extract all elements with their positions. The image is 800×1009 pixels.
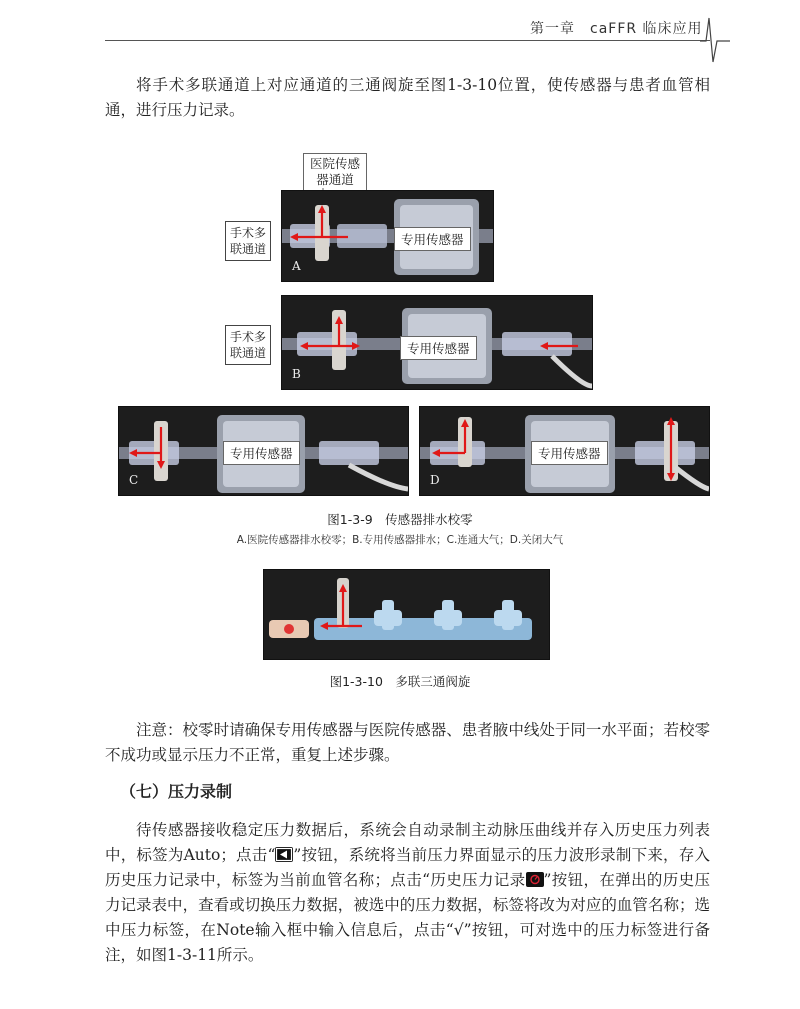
figure-1-3-9-caption: 图1-3-9 传感器排水校零 — [327, 512, 473, 527]
dedicated-sensor-label-c: 专用传感器 — [223, 441, 300, 465]
panel-letter-a: A — [292, 259, 301, 273]
history-record-button-icon — [526, 872, 544, 887]
figure-1-3-10-caption: 图1-3-10 多联三通阀旋 — [329, 674, 471, 689]
multi-channel-label-b: 手术多 联通道 — [225, 325, 271, 365]
photo-panel-d — [419, 406, 710, 496]
record-button-icon — [275, 847, 293, 862]
dedicated-sensor-label-d: 专用传感器 — [531, 441, 608, 465]
photo-panel-c — [118, 406, 409, 496]
dedicated-sensor-label-b: 专用传感器 — [400, 336, 477, 360]
panel-letter-d: D — [430, 473, 440, 487]
multi-channel-label-a: 手术多 联通道 — [225, 221, 271, 261]
paragraph-note: 注意：校零时请确保专用传感器与医院传感器、患者腋中线处于同一水平面；若校零不成功或显示压力不正常，重复上述步骤。 — [105, 721, 710, 764]
paragraph-recording — [105, 818, 710, 968]
header-rule — [105, 40, 710, 41]
photo-panel-b — [281, 295, 593, 390]
ecg-wave-icon — [700, 10, 730, 65]
photo-multi-valve — [263, 569, 550, 660]
paragraph-intro: 将手术多联通道上对应通道的三通阀旋至图1-3-10位置，使传感器与患者血管相通，进行压力记录。 — [105, 76, 710, 119]
dedicated-sensor-label-a: 专用传感器 — [394, 227, 471, 251]
section-title-pressure-recording: （七）压力录制 — [120, 782, 233, 801]
recording-text-part3: ”按钮，在弹出的历史压力记录表中，查看或切换压力数据，被选中的压力数据，标签将改为对应的血管名称；选中压力标签，在Note输入框中输入信息后，点击“√”按钮，可对选中的压力标签进行备注，如图1-3-11所示。 — [105, 871, 710, 964]
recording-text-part2: ”按钮，系统将当前压力界面显示的压力波形录制下来，存入历史压力记录中，标签为当前血管名称；点击“历史压力记录 — [105, 846, 710, 889]
panel-letter-b: B — [292, 367, 301, 381]
figure-1-3-9-subcaption: A.医院传感器排水校零；B.专用传感器排水；C.连通大气；D.关闭大气 — [236, 534, 564, 546]
hospital-sensor-channel-label: 医院传感 器通道 — [303, 153, 367, 191]
recording-text-part1: 待传感器接收稳定压力数据后，系统会自动录制主动脉压曲线并存入历史压力列表中，标签为Auto；点击“ — [105, 821, 710, 864]
photo-panel-a — [281, 190, 494, 282]
chapter-header: 第一章 caFFR 临床应用 — [530, 21, 703, 37]
panel-letter-c: C — [129, 473, 139, 487]
